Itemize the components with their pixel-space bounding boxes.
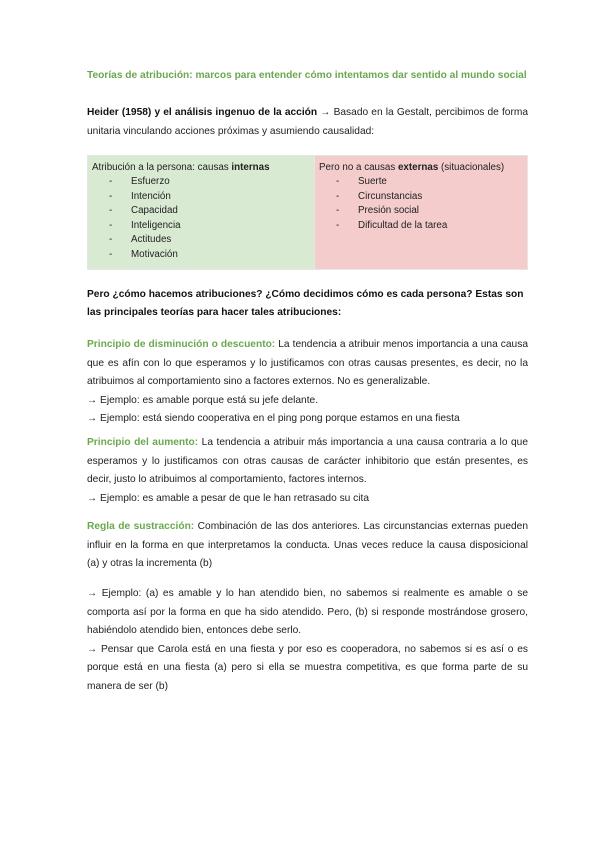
list-item-text: Motivación — [131, 248, 178, 260]
attribution-question: Pero ¿cómo hacemos atribuciones? ¿Cómo decidimos cómo es cada persona? Estas son las principales teorías para hacer tales atribuciones: — [87, 289, 524, 318]
discounting-example-1: → Ejemplo: es amable porque está su jefe delante. — [87, 394, 319, 406]
list-item — [92, 175, 310, 190]
list-item — [319, 204, 523, 219]
list-item-text: Suerte — [358, 176, 387, 187]
internal-head-prefix: Atribución a la persona: causas — [92, 162, 232, 173]
document-title: Teorías de atribución: marcos para entender cómo intentamos dar sentido al mundo social — [87, 70, 527, 81]
arrow: → — [317, 107, 334, 118]
dash-mark: - — [109, 219, 113, 231]
augmentation-text: La tendencia a atribuir más importancia a una causa contraria a lo que esperamos y lo justificamos con otras causas de carácter inhibitorio que están presentes, es decir, justo lo atribuimos al comportamiento, factores internos. — [87, 437, 528, 485]
external-head-suffix: (situacionales) — [438, 162, 505, 173]
discounting-paragraph — [87, 336, 528, 392]
subtraction-heading: Regla de sustracción: — [87, 521, 195, 532]
discounting-section — [87, 336, 528, 429]
dash-mark: - — [336, 205, 340, 217]
list-item-text: Presión social — [358, 205, 419, 217]
external-causes-heading — [319, 160, 523, 175]
dash-mark: - — [109, 234, 113, 246]
list-item — [319, 175, 523, 190]
external-causes-list — [319, 175, 523, 233]
subtraction-text: Combinación de las dos anteriores. Las circunstancias externas pueden influir en la forma en que interpretamos la conducta. Unas veces reduce la causa disposicional (a) y otras la incrementa (b) — [87, 521, 528, 569]
list-item — [92, 204, 310, 219]
list-item — [319, 219, 523, 234]
subtraction-examples — [87, 585, 528, 696]
external-causes-cell — [315, 156, 528, 270]
list-item-text: Actitudes — [131, 234, 172, 246]
subtraction-section — [87, 518, 528, 574]
heider-heading: Heider (1958) y el análisis ingenuo de la acción — [87, 107, 318, 118]
dash-mark: - — [336, 176, 340, 187]
augmentation-paragraph — [87, 434, 528, 490]
discounting-example-2: → Ejemplo: está siendo cooperativa en el ping pong porque estamos en una fiesta — [87, 413, 460, 424]
internal-causes-heading — [92, 160, 310, 175]
discounting-heading: Principio de disminución o descuento: — [87, 339, 276, 350]
internal-causes-list — [92, 175, 310, 263]
discounting-text: La tendencia a atribuir menos importancia a una causa que es afín con lo que esperamos y lo justificamos con otras causas presentes, es decir, no la atribuimos al comportamiento sino a factores externos. No es generalizable. — [87, 339, 528, 387]
dash-mark: - — [109, 190, 113, 202]
list-item-text: Inteligencia — [131, 219, 181, 231]
external-head-bold: externas — [397, 162, 439, 173]
augmentation-section — [87, 434, 528, 508]
dash-mark: - — [109, 176, 113, 187]
dash-mark: - — [109, 248, 113, 260]
heider-intro — [87, 104, 528, 141]
list-item — [92, 248, 310, 263]
internal-head-bold: internas — [231, 162, 270, 173]
heider-text: Basado en la Gestalt, percibimos de forma unitaria vinculando acciones próximas y asumiendo causalidad: — [87, 107, 528, 137]
internal-causes-cell — [88, 156, 315, 270]
subtraction-example-1: → Ejemplo: (a) es amable y lo han atendido bien, no sabemos si realmente es amable o se comporta así por la forma en que ha sido atendido. Pero, (b) si responde mostrándose grosero, habiéndolo atendido bien, entonces debe serlo. — [87, 588, 528, 636]
list-item-text: Esfuerzo — [131, 176, 170, 187]
dash-mark: - — [336, 190, 340, 202]
list-item-text: Intención — [131, 190, 171, 202]
augmentation-heading: Principio del aumento: — [87, 437, 199, 448]
dash-mark: - — [336, 219, 340, 231]
list-item — [319, 190, 523, 205]
dash-mark: - — [109, 205, 113, 217]
subtraction-example-2: → Pensar que Carola está en una fiesta y por eso es cooperadora, no sabemos si es así o es porque está en una fiesta (a) pero si ella se muestra competitiva, es que forma parte de su manera de ser (b) — [87, 643, 528, 692]
list-item — [92, 233, 310, 248]
external-head-prefix: Pero no a causas — [319, 162, 398, 173]
list-item — [92, 190, 310, 205]
list-item-text: Dificultad de la tarea — [358, 219, 448, 231]
list-item — [92, 219, 310, 234]
list-item-text: Capacidad — [131, 205, 178, 217]
attribution-table — [87, 155, 528, 270]
list-item-text: Circunstancias — [358, 190, 423, 202]
augmentation-example-1: → Ejemplo: es amable a pesar de que le han retrasado su cita — [87, 492, 370, 504]
